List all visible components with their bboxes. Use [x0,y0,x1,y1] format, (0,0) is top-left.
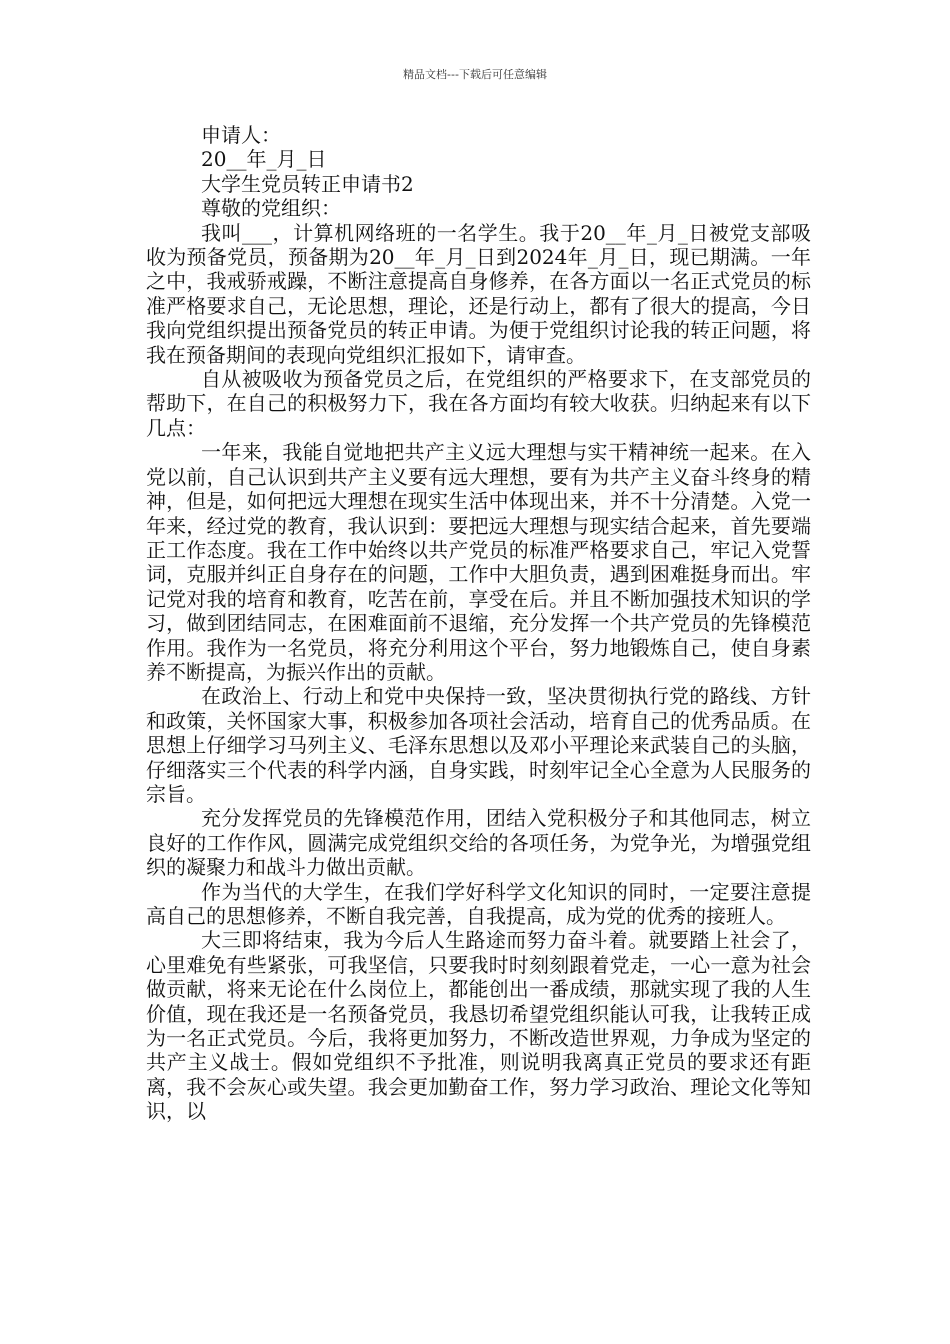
applicant-line: 申请人： [201,123,281,147]
paragraph: 充分发挥党员的先锋模范作用，团结入党积极分子和其他同志，树立良好的工作作风，圆满完成党组织交给的各项任务，为党争光，为增强党组织的凝聚力和战斗力做出贡献。 [146,806,811,880]
paragraph: 大三即将结束，我为今后人生路途而努力奋斗着。就要踏上社会了，心里难免有些紧张，可我坚信，只要我时时刻刻跟着党走，一心一意为社会做贡献，将来无论在什么岗位上，都能创出一番成绩，那就实现了我的人生价值，现在我还是一名预备党员，我恳切希望党组织能认可我，让我转正成为一名正式党员。今后，我将更加努力，不断改造世界观，力争成为坚定的共产主义战士。假如党组织不予批准，则说明我离真正党员的要求还有距离，我不会灰心或失望。我会更加勤奋工作，努力学习政治、理论文化等知识，以 [146,928,811,1124]
page-header: 精品文档---下载后可任意编辑 [403,68,547,81]
date-line: 20__年_月_日 [201,147,327,172]
paragraph: 作为当代的大学生，在我们学好科学文化知识的同时，一定要注意提高自己的思想修养，不断自我完善，自我提高，成为党的优秀的接班人。 [146,879,811,928]
document-body [146,123,811,1124]
paragraph: 自从被吸收为预备党员之后，在党组织的严格要求下，在支部党员的帮助下，在自己的积极努力下，我在各方面均有较大收获。归纳起来有以下几点： [146,367,811,440]
paragraph: 在政治上、行动上和党中央保持一致，坚决贯彻执行党的路线、方针和政策，关怀国家大事，积极参加各项社会活动，培育自己的优秀品质。在思想上仔细学习马列主义、毛泽东思想以及邓小平理论来武装自己的头脑，仔细落实三个代表的科学内涵，自身实践，时刻牢记全心全意为人民服务的宗旨。 [146,684,811,806]
paragraph: 一年来，我能自觉地把共产主义远大理想与实干精神统一起来。在入党以前，自己认识到共产主义要有远大理想，要有为共产主义奋斗终身的精神，但是，如何把远大理想在现实生活中体现出来，并不十分清楚。入党一年来，经过党的教育，我认识到：要把远大理想与现实结合起来，首先要端正工作态度。我在工作中始终以共产党员的标准严格要求自己，牢记入党誓词，克服并纠正自身存在的问题，工作中大胆负责，遇到困难挺身而出。牢记党对我的培育和教育，吃苦在前，享受在后。并且不断加强技术知识的学习，做到团结同志，在困难面前不退缩，充分发挥一个共产党员的先锋模范作用。我作为一名党员，将充分利用这个平台，努力地锻炼自己，使自身素养不断提高，为振兴作出的贡献。 [146,440,811,684]
document-title: 大学生党员转正申请书2 [201,171,414,196]
paragraph: 我叫___，计算机网络班的一名学生。我于20__年_月_日被党支部吸收为预备党员，预备期为20__年_月_日到2024年_月_日，现已期满。一年之中，我戒骄戒躁，不断注意提高自身修养，在各方面以一名正式党员的标准严格要求自己，无论思想，理论，还是行动上，都有了很大的提高，今日我向党组织提出预备党员的转正申请。为便于党组织讨论我的转正问题，将我在预备期间的表现向党组织汇报如下，请审查。 [146,220,811,367]
salutation: 尊敬的党组织： [201,196,341,221]
